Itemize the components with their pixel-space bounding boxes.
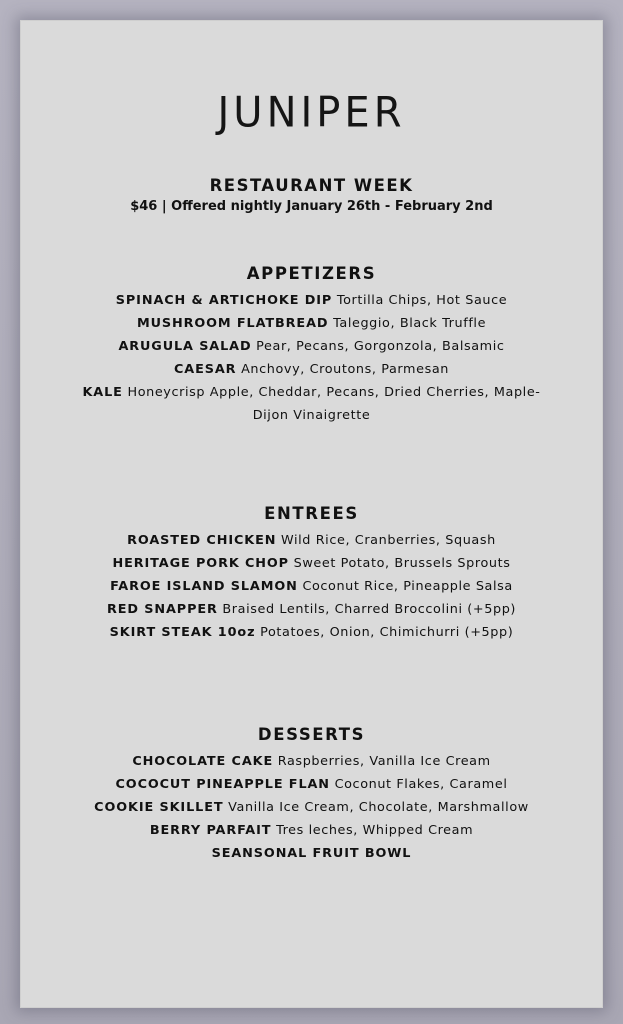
- item-description: Coconut Flakes, Caramel: [334, 777, 508, 792]
- item-name: ROASTED CHICKEN: [127, 533, 277, 548]
- item-name: MUSHROOM FLATBREAD: [136, 316, 329, 331]
- menu-item: [20, 312, 603, 335]
- menu-item: [20, 773, 603, 796]
- item-name: SKIRT STEAK 10oz: [109, 625, 256, 640]
- brand-logo: [20, 90, 603, 136]
- section-title: ENTREES: [264, 504, 359, 523]
- item-description: Coconut Rice, Pineapple Salsa: [302, 579, 513, 594]
- item-description: Raspberries, Vanilla Ice Cream: [277, 754, 491, 769]
- header-subtitle: $46 | Offered nightly January 26th - February 2nd: [130, 199, 493, 214]
- menu-item: [20, 598, 603, 621]
- item-name: SEANSONAL FRUIT BOWL: [211, 846, 412, 861]
- item-description: Anchovy, Croutons, Parmesan: [241, 362, 449, 377]
- menu-item: [72, 381, 552, 427]
- item-name: HERITAGE PORK CHOP: [112, 556, 289, 571]
- item-name: KALE: [82, 385, 123, 400]
- item-name: FAROE ISLAND SLAMON: [110, 579, 298, 594]
- item-description: Wild Rice, Cranberries, Squash: [281, 533, 496, 548]
- item-description: Pear, Pecans, Gorgonzola, Balsamic: [256, 339, 505, 354]
- section-title: APPETIZERS: [246, 264, 377, 283]
- item-description: Tortilla Chips, Hot Sauce: [336, 293, 508, 308]
- item-name: CHOCOLATE CAKE: [132, 754, 274, 769]
- item-description: Vanilla Ice Cream, Chocolate, Marshmallow: [228, 800, 529, 815]
- section-appetizers: [20, 263, 603, 427]
- menu-item: [20, 358, 603, 381]
- item-name: SPINACH & ARTICHOKE DIP: [115, 293, 333, 308]
- item-name: RED SNAPPER: [106, 602, 218, 617]
- item-name: ARUGULA SALAD: [118, 339, 252, 354]
- item-name: COOKIE SKILLET: [94, 800, 224, 815]
- section-desserts: [20, 724, 603, 865]
- menu-header: [20, 175, 603, 217]
- item-description: Potatoes, Onion, Chimichurri (+5pp): [260, 625, 514, 640]
- item-description: Tres leches, Whipped Cream: [276, 823, 474, 838]
- menu-item: [20, 289, 603, 312]
- item-description: Sweet Potato, Brussels Sprouts: [293, 556, 511, 571]
- menu-item: [20, 575, 603, 598]
- item-name: CAESAR: [173, 362, 237, 377]
- menu-item: [20, 552, 603, 575]
- menu-item: [20, 819, 603, 842]
- header-title: RESTAURANT WEEK: [209, 176, 414, 195]
- menu-item: [20, 842, 603, 865]
- item-name: COCOCUT PINEAPPLE FLAN: [115, 777, 330, 792]
- menu-item: [20, 750, 603, 773]
- menu-item: [20, 335, 603, 358]
- menu-card: [20, 20, 603, 1008]
- item-description: Honeycrisp Apple, Cheddar, Pecans, Dried Cherries, Maple-Dijon Vinaigrette: [127, 385, 541, 423]
- section-entrees: [20, 503, 603, 644]
- item-description: Taleggio, Black Truffle: [333, 316, 487, 331]
- section-title: DESSERTS: [257, 725, 366, 744]
- item-name: BERRY PARFAIT: [149, 823, 272, 838]
- brand-name: JUNIPER: [217, 88, 406, 138]
- item-description: Braised Lentils, Charred Broccolini (+5pp): [222, 602, 517, 617]
- menu-item: [20, 529, 603, 552]
- menu-item: [20, 621, 603, 644]
- menu-item: [20, 796, 603, 819]
